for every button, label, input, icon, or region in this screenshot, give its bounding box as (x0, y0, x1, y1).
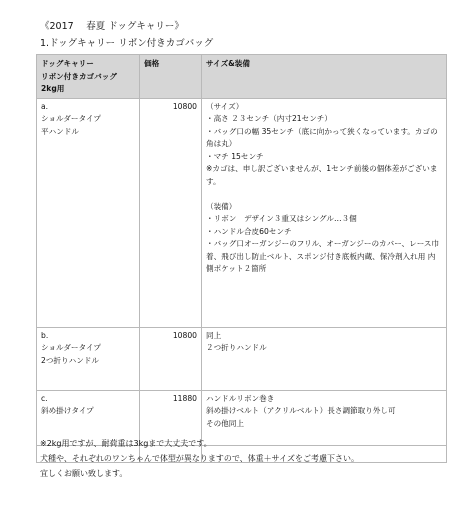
detail-line: ※カゴは、申し訳ございませんが、1センチ前後の個体差がございます。 (206, 164, 438, 186)
table-row (37, 327, 447, 390)
header-name-line: 2kg用 (41, 84, 65, 93)
section-heading: 1.ドッグキャリー リボン付きカゴバッグ (40, 38, 214, 49)
detail-line: 同上 (206, 330, 222, 340)
detail-line: ・バッグ口オーガンジーのフリル、オーガンジーのカバー、レース巾着、飛び出し防止ベルト、スポンジ付き底板内蔵、保冷剤入れ用 内側ポケット２箇所 (206, 239, 440, 273)
detail-line: ２つ折りハンドル (206, 343, 267, 352)
document-title: 《2017 春夏 ドッグキャリー》 (40, 21, 184, 32)
detail-line: （装備） (206, 201, 237, 211)
product-handle: 平ハンドル (41, 126, 79, 136)
price-cell: 10800 (140, 327, 202, 390)
header-name-line: リボン付きカゴバッグ (41, 71, 117, 81)
header-product-name (37, 55, 140, 99)
detail-cell (202, 327, 447, 390)
product-table (36, 54, 447, 463)
header-size-equipment: サイズ&装備 (202, 55, 447, 99)
detail-spacer (206, 188, 442, 201)
detail-line: その他同上 (206, 418, 244, 428)
detail-line: ・バッグ口の幅 35センチ（底に向かって狭くなっています。カゴの角は丸） (206, 126, 438, 148)
product-name-cell (37, 327, 140, 390)
table-header-row (37, 55, 447, 99)
detail-line: 斜め掛けベルト（アクリルベルト）長さ調節取り外し可 (206, 406, 396, 415)
header-price: 価格 (140, 55, 202, 99)
product-type: ショルダータイプ (41, 114, 101, 123)
table-row (37, 98, 447, 327)
product-name-cell (37, 98, 140, 327)
price-cell: 11880 (140, 390, 202, 445)
detail-cell (202, 98, 447, 327)
product-type: ショルダータイプ (41, 343, 101, 352)
footer-note: ※2kg用ですが、耐荷重は3kgまで大丈夫です。 (40, 439, 212, 448)
footer-note: 宜しくお願い致します。 (40, 469, 128, 478)
product-code: b. (41, 330, 49, 340)
product-type: 斜め掛けタイプ (41, 406, 94, 415)
header-name-line: ドッグキャリー (41, 59, 94, 68)
detail-line: ・高さ ２３センチ（内寸21センチ） (206, 114, 332, 123)
product-code: c. (41, 393, 48, 403)
product-handle: 2つ折りハンドル (41, 355, 99, 365)
detail-line: （サイズ） (206, 101, 244, 111)
detail-line: ・ハンドル合皮60センチ (206, 226, 292, 236)
footer-note: 犬種や、それぞれのワンちゃんで体型が異なりますので、体重＋サイズをご考慮下さい。 (40, 454, 360, 463)
product-code: a. (41, 101, 49, 111)
detail-line: ハンドルリボン巻き (206, 393, 275, 403)
footer-notes (40, 436, 359, 481)
detail-line: ・リボン デザイン３重又はシングル…３個 (206, 214, 357, 223)
detail-line: ・マチ 15センチ (206, 151, 264, 161)
price-cell: 10800 (140, 98, 202, 327)
